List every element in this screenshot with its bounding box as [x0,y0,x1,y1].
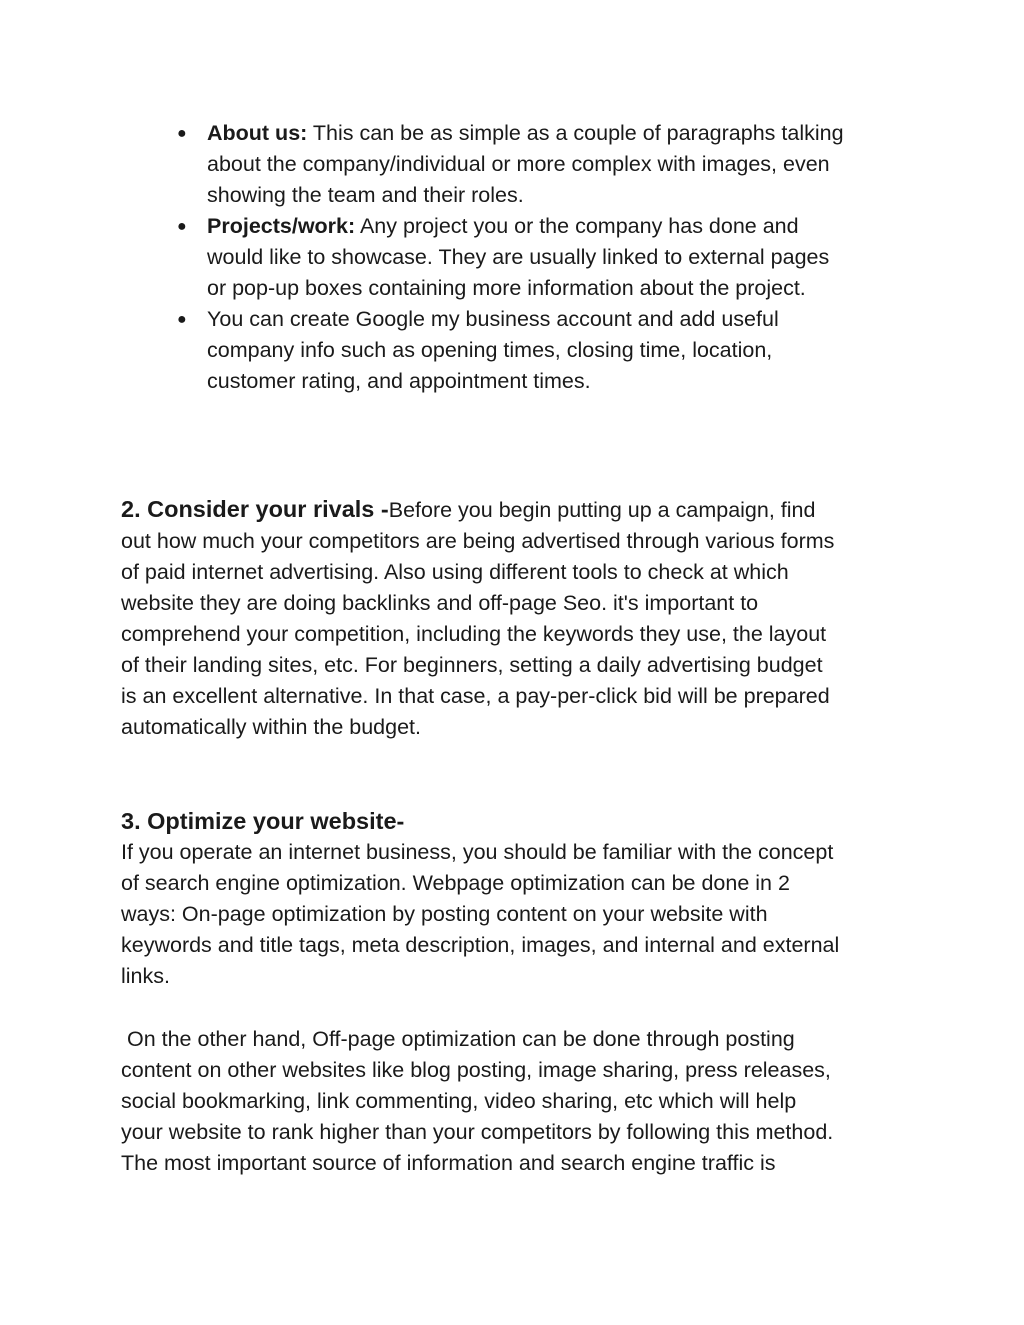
section-heading: 2. Consider your rivals - [121,496,389,522]
section-optimize-website [121,806,911,992]
bullet-item-google-business [0,304,907,397]
bullet-line [207,118,907,149]
section-line: The most important source of information and search engine traffic is [121,1151,776,1175]
paragraph-off-page [121,1024,911,1179]
bullet-line: company info such as opening times, closing time, location, [207,338,773,362]
section-line: keywords and title tags, meta description, images, and internal and external [121,933,840,957]
bullet-item-projects [0,211,907,304]
section-line: of their landing sites, etc. For beginners, setting a daily advertising budget [121,653,823,677]
section-consider-rivals [121,494,911,743]
section-line: is an excellent alternative. In that case, a pay-per-click bid will be prepared [121,684,830,708]
section-text: Before you begin putting up a campaign, find [388,498,816,522]
bullet-line: showing the team and their roles. [207,183,524,207]
bullet-bold-label: About us: [207,121,308,145]
bullet-line: about the company/individual or more complex with images, even [207,152,830,176]
bullet-line: You can create Google my business account and add useful [207,307,779,331]
section-line: If you operate an internet business, you should be familiar with the concept [121,840,834,864]
bullet-icon: ● [177,125,187,142]
bullet-text: Any project you or the company has done and [355,214,799,238]
section-line: social bookmarking, link commenting, video sharing, etc which will help [121,1089,797,1113]
bullet-line [207,211,907,242]
bullet-bold-label: Projects/work: [207,214,356,238]
section-line: automatically within the budget. [121,715,421,739]
section-line [121,494,911,526]
section-line: out how much your competitors are being advertised through various forms [121,529,835,553]
bullet-icon: ● [177,218,187,235]
section-line: comprehend your competition, including the keywords they use, the layout [121,622,827,646]
section-line: content on other websites like blog posting, image sharing, press releases, [121,1058,831,1082]
section-line: website they are doing backlinks and off-page Seo. it's important to [121,591,759,615]
section-line: of search engine optimization. Webpage optimization can be done in 2 [121,871,790,895]
bullet-icon: ● [177,311,187,328]
bullet-line: or pop-up boxes containing more information about the project. [207,276,806,300]
section-line: links. [121,964,170,988]
bullet-line: customer rating, and appointment times. [207,369,591,393]
section-heading: 3. Optimize your website- [121,808,405,834]
section-line: ways: On-page optimization by posting content on your website with [121,902,768,926]
section-line: your website to rank higher than your competitors by following this method. [121,1120,834,1144]
section-line: of paid internet advertising. Also using different tools to check at which [121,560,789,584]
bullet-text: This can be as simple as a couple of paragraphs talking [307,121,844,145]
bullet-item-about-us [0,118,907,211]
section-line: On the other hand, Off-page optimization can be done through posting [121,1027,795,1051]
bullet-list [0,118,1024,397]
bullet-line: would like to showcase. They are usually linked to external pages [207,245,830,269]
